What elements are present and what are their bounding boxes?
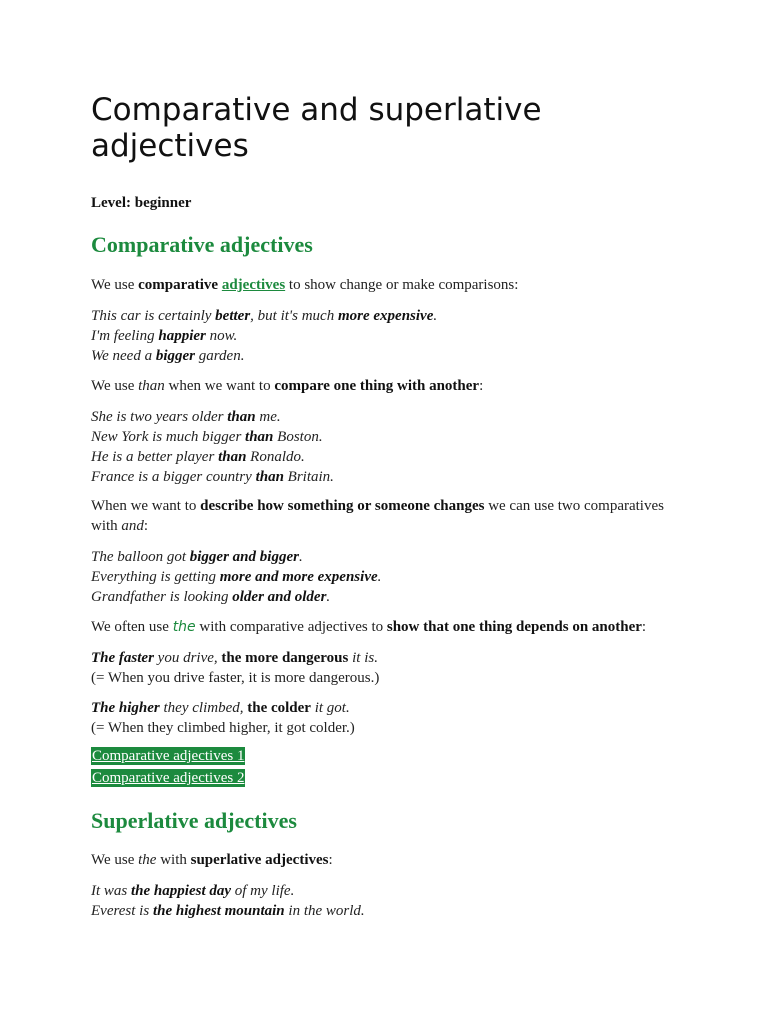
comparative-examples-1 bbox=[91, 306, 691, 366]
example-explanation: (= When they climbed higher, it got colder.) bbox=[91, 720, 355, 736]
comparative-heading: Comparative adjectives bbox=[91, 232, 313, 257]
example-line: Grandfather is looking older and older. bbox=[91, 589, 331, 605]
example-line: The balloon got bigger and bigger. bbox=[91, 549, 303, 565]
the-intro: We often use the with comparative adjectives to show that one thing depends on another: bbox=[91, 619, 647, 635]
example-line: This car is certainly better, but it's much more expensive. bbox=[91, 308, 438, 324]
exercise-link-comparative-2[interactable]: Comparative adjectives 2 bbox=[92, 770, 245, 786]
example-line: The higher they climbed, the colder it got. bbox=[91, 700, 350, 716]
example-line: New York is much bigger than Boston. bbox=[91, 429, 323, 445]
comparative-examples-3 bbox=[91, 547, 691, 607]
example-line: It was the happiest day of my life. bbox=[91, 883, 295, 899]
superlative-heading: Superlative adjectives bbox=[91, 808, 297, 833]
adjectives-link[interactable]: adjectives bbox=[221, 277, 286, 293]
change-intro: When we want to describe how something or someone changes we can use two comparatives with and: bbox=[91, 498, 664, 534]
example-line: We need a bigger garden. bbox=[91, 348, 245, 364]
comparative-intro: We use comparative adjectives to show change or make comparisons: bbox=[91, 277, 519, 293]
comparative-examples-4 bbox=[91, 648, 691, 688]
comparative-examples-2 bbox=[91, 407, 691, 487]
than-intro: We use than when we want to compare one thing with another: bbox=[91, 378, 484, 394]
example-line: The faster you drive, the more dangerous it is. bbox=[91, 650, 378, 666]
example-line: France is a bigger country than Britain. bbox=[91, 469, 334, 485]
superlative-examples-1 bbox=[91, 881, 691, 921]
page-title: Comparative and superlative adjectives bbox=[91, 92, 542, 164]
exercise-link-comparative-1[interactable]: Comparative adjectives 1 bbox=[92, 748, 245, 764]
example-line: He is a better player than Ronaldo. bbox=[91, 449, 305, 465]
level-label: Level: beginner bbox=[91, 195, 192, 211]
example-explanation: (= When you drive faster, it is more dangerous.) bbox=[91, 670, 380, 686]
example-line: Everest is the highest mountain in the world. bbox=[91, 903, 365, 919]
comparative-examples-5 bbox=[91, 698, 691, 738]
superlative-intro: We use the with superlative adjectives: bbox=[91, 852, 333, 868]
example-line: Everything is getting more and more expensive. bbox=[91, 569, 382, 585]
example-line: She is two years older than me. bbox=[91, 409, 281, 425]
example-line: I'm feeling happier now. bbox=[91, 328, 238, 344]
